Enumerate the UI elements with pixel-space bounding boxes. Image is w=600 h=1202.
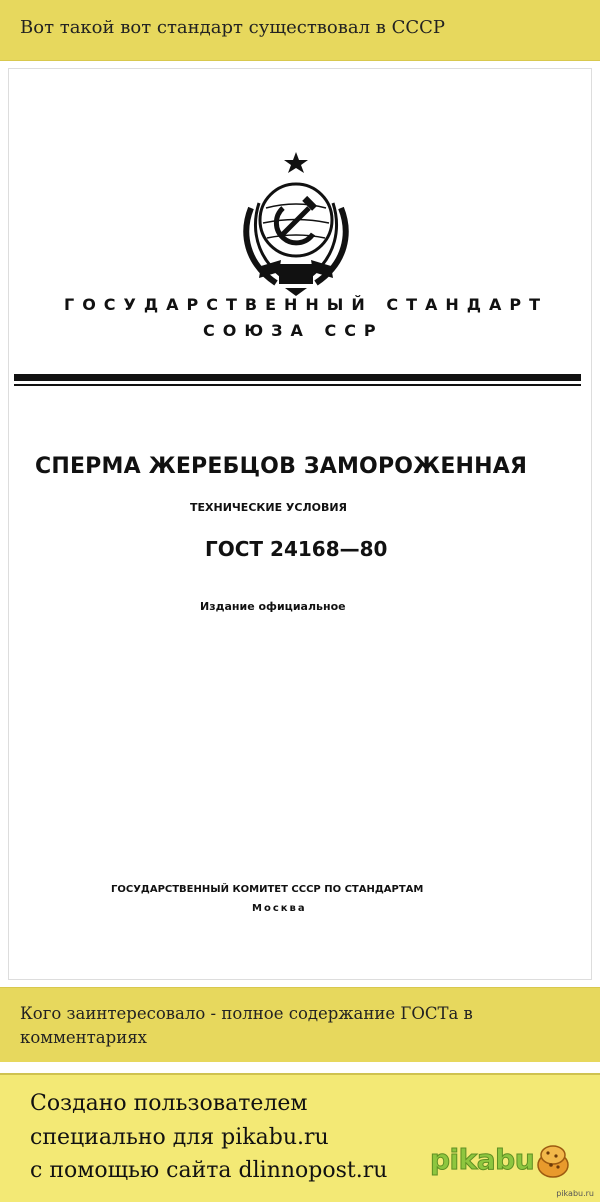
ussr-state-emblem-icon	[221, 148, 371, 298]
bottom-note-text: Кого заинтересовало - полное содержание ГОСТа в комментариях	[20, 1004, 473, 1047]
header-divider-thin	[14, 384, 581, 386]
pikabu-logo[interactable]	[428, 1139, 570, 1189]
footer-line-2: специально для pikabu.ru	[30, 1125, 329, 1150]
header-divider-thick	[14, 374, 581, 381]
standard-header-line2: СОЮЗА ССР	[203, 321, 384, 340]
pikabu-cookie-icon	[536, 1139, 570, 1179]
footer-line-3: с помощью сайта dlinnopost.ru	[30, 1158, 388, 1183]
document-image	[8, 68, 592, 980]
footer-line-1: Создано пользователем	[30, 1091, 308, 1116]
pikabu-logo-text: pikabu	[430, 1143, 535, 1176]
post-caption: Вот такой вот стандарт существовал в СССР	[20, 17, 446, 38]
top-banner	[0, 0, 600, 61]
document-edition: Издание официальное	[200, 600, 346, 613]
site-watermark: pikabu.ru	[556, 1189, 594, 1198]
bottom-note-banner	[0, 987, 600, 1062]
document-city: Москва	[252, 903, 307, 914]
document-publisher: ГОСУДАРСТВЕННЫЙ КОМИТЕТ СССР ПО СТАНДАРТАМ	[111, 884, 424, 895]
document-subtitle: ТЕХНИЧЕСКИЕ УСЛОВИЯ	[190, 501, 348, 514]
footer	[0, 1073, 600, 1202]
document-number: ГОСТ 24168—80	[205, 537, 388, 561]
standard-header-line1: ГОСУДАРСТВЕННЫЙ СТАНДАРТ	[64, 295, 549, 314]
document-title: СПЕРМА ЖЕРЕБЦОВ ЗАМОРОЖЕННАЯ	[35, 454, 528, 479]
